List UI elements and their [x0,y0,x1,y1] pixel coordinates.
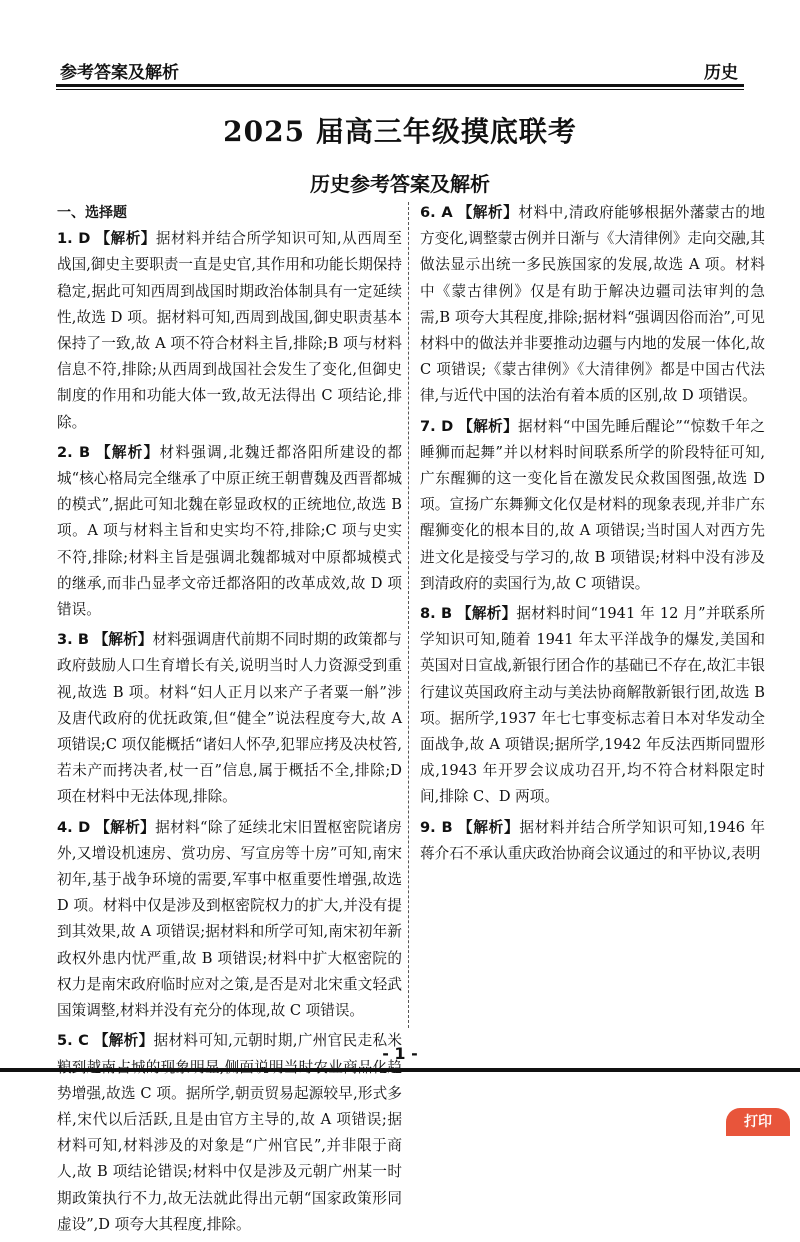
page-number: - 1 - [382,1044,418,1063]
answer-text: 据材料“除了延续北宋旧置枢密院诸房外,又增设机速房、赏功房、写宣房等十房”可知,南宋初年,基于战争环境的需要,军事中枢重要性增强,故选 D 项。材料中仅是涉及到枢密院权力的扩大,并没有提到其效果,故 A 项错误;据材料和所学可知,南宋初年新政权外患内忧严重,故 B 项错误;材料中扩大枢密院的权力是南宋政府临时应对之策,是否是对北宋重文轻武国策调整,材料并没有充分的体现,故 C 项错误。 [57,818,402,1020]
answer-text: 材料强调唐代前期不同时期的政策都与政府鼓励人口生育增长有关,说明当时人力资源受到重视,故选 B 项。材料“妇人正月以来产子者粟一斛”涉及唐代政府的优抚政策,但“健全”说法程度夸大,故 A 项错误;C 项仅能概括“诸妇人怀孕,犯罪应拷及决杖笞,若未产而拷决者,杖一百”信息,属于概括不全,排除;D 项在材料中无法体现,排除。 [57,631,402,806]
answer-text: 据材料并结合所学知识可知,1946 年蒋介石不承认重庆政治协商会议通过的和平协议,表明 [420,818,765,862]
answer-text: 据材料“中国先睡后醒论”“惊数千年之睡狮而起舞”并以材料时间联系所学的阶段特征可知,广东醒狮的这一变化旨在激发民众救国图强,故选 D 项。宣扬广东舞狮文化仅是材料的现象表现,并非广东醒狮变化的根本目的,故 A 项错误;当时国人对西方先进文化是接受与学习的,故 B 项错误;材料中没有涉及到清政府的卖国行为,故 C 项错误。 [420,417,765,592]
print-stamp: 打印 [726,1108,790,1136]
answer-text: 据材料可知,元朝时期,广州官民走私米粮到越南占城的现象明显,侧面说明当时农业商品化趋势增强,故选 C 项。据所学,朝贡贸易起源较早,形式多样,宋代以后活跃,且是由官方主导的,故 A 项错误;据材料可知,材料涉及的对象是“广州官民”,并非限于商人,故 B 项结论错误;材料中仅是涉及元朝广州某一时期政策执行不力,故无法就此得出元朝“国家政策形同虚设”,D 项夸大其程度,排除。 [57,1032,402,1233]
answer-number: 3. B [57,631,89,649]
answer-text: 材料中,清政府能够根据外藩蒙古的地方变化,调整蒙古例并日渐与《大清律例》走向交融,其做法显示出统一多民族国家的发展,故选 A 项。材料中《蒙古律例》仅是有助于解决边疆司法审判的急需,B 项夸大其程度,排除;据材料“强调因俗而治”,可见材料中的做法并非要推动边疆与内地的发展一体化,故 C 项错误;《蒙古律例》《大清律例》都是中国古代法律,与近代中国的法治有着本质的区别,故 D 项错误。 [420,204,765,405]
analysis-tag: 【解析】 [93,1032,154,1050]
answer-number: 7. D [420,417,454,435]
answer-item-1 [57,226,402,436]
header-subject-label: 历史 [704,63,738,83]
footer-rule [0,1068,800,1072]
answer-item-3 [57,627,402,810]
analysis-tag: 【解析】 [96,443,160,461]
analysis-tag: 【解析】 [95,818,156,836]
analysis-tag: 【解析】 [458,417,519,435]
answer-item-6 [420,200,765,410]
answer-number: 2. B [57,443,91,461]
analysis-tag: 【解析】 [93,631,153,649]
answer-number: 1. D [57,230,91,248]
analysis-tag: 【解析】 [458,818,520,836]
analysis-tag: 【解析】 [457,605,517,623]
header-left-label: 参考答案及解析 [60,63,179,83]
answer-text: 据材料时间“1941 年 12 月”并联系所学知识可知,随着 1941 年太平洋战争的爆发,美国和英国对日宣战,新银行团合作的基础已不存在,故汇丰银行建议英国政府主动与美法协商解散新银行团,故选 B 项。据所学,1937 年七七事变标志着日本对华发动全面战争,故 A 项错误;据所学,1942 年反法西斯同盟形成,1943 年开罗会议成功召开,均不符合材料限定时间,排除 C、D 两项。 [420,605,765,806]
answer-item-8 [420,601,765,811]
answer-number: 8. B [420,605,453,623]
analysis-tag: 【解析】 [457,204,519,221]
answer-number: 4. D [57,818,91,836]
page-subtitle: 历史参考答案及解析 [310,172,490,196]
analysis-tag: 【解析】 [95,230,156,248]
answer-text: 据材料并结合所学知识可知,从西周至战国,御史主要职责一直是史官,其作用和功能长期保持稳定,据此可知西周到战国时期政治体制具有一定延续性,故选 D 项。据材料可知,西周到战国,御史职责基本保持了一致,故 A 项不符合材料主旨,排除;B 项与材料信息不符,排除;从西周到战国社会发生了变化,但御史制度的作用和功能大体一致,故无法得出 C 项结论,排除。 [57,230,402,431]
column-divider [408,202,409,1028]
header-rule-thin [56,89,744,90]
left-column [57,200,402,1242]
answer-number: 9. B [420,818,453,836]
answer-text: 材料强调,北魏迁都洛阳所建设的都城“核心格局完全继承了中原正统王朝曹魏及西晋都城的模式”,据此可知北魏在彰显政权的正统地位,故选 B 项。A 项与材料主旨和史实均不符,排除;C 项与史实不符,排除;材料主旨是强调北魏都城对中原都城模式的继承,而非凸显孝文帝迁都洛阳的改革成效,故 D 项错误。 [57,443,403,619]
answer-number: 6. A [420,204,453,221]
answer-item-7 [420,414,765,597]
page-title: 2025 届高三年级摸底联考 [223,115,577,148]
header-rule [56,84,744,87]
right-column [420,200,765,871]
answer-item-4 [57,815,402,1025]
answer-number: 5. C [57,1032,89,1050]
answer-item-9 [420,815,765,867]
answer-item-2 [57,440,402,623]
section-heading: 一、选择题 [57,205,127,221]
